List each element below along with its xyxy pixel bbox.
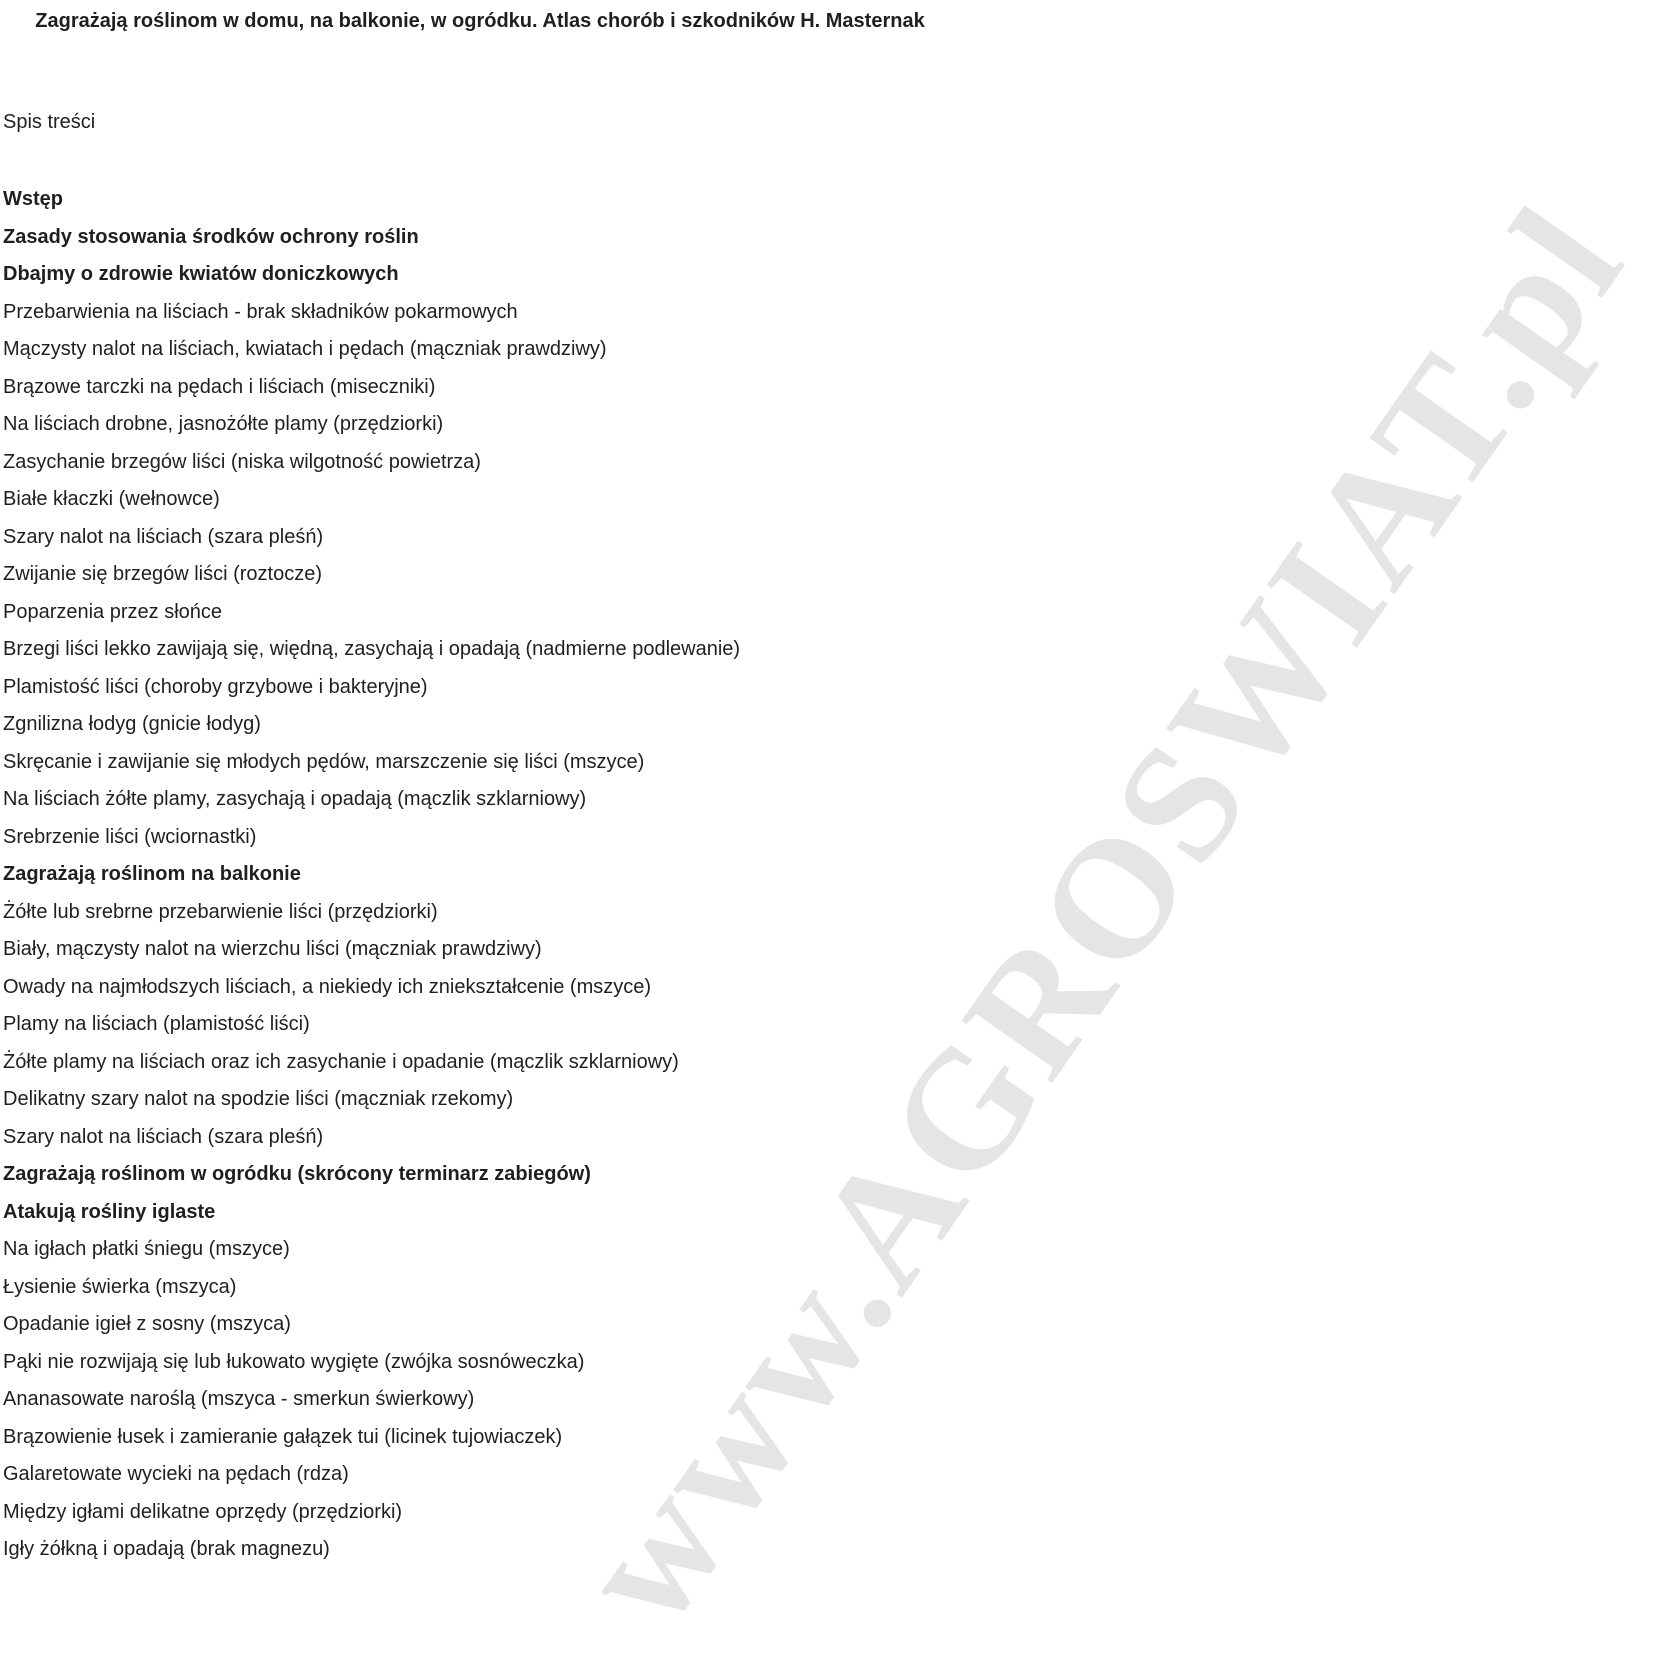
toc-item: Plamy na liściach (plamistość liści) <box>3 1013 310 1035</box>
toc-item: Mączysty nalot na liściach, kwiatach i pędach (mączniak prawdziwy) <box>3 338 607 360</box>
toc-item: Galaretowate wycieki na pędach (rdza) <box>3 1463 349 1485</box>
toc-section-heading: Zagrażają roślinom na balkonie <box>3 863 301 885</box>
toc-item: Srebrzenie liści (wciornastki) <box>3 825 257 848</box>
document-title: Zagrażają roślinom w domu, na balkonie, w ogródku. Atlas chorób i szkodników H. Masternak <box>35 10 925 32</box>
toc-item: Zwijanie się brzegów liści (roztocze) <box>3 563 322 585</box>
toc-item: Plamistość liści (choroby grzybowe i bakteryjne) <box>3 675 428 698</box>
toc-item: Szary nalot na liściach (szara pleśń) <box>3 525 324 548</box>
toc-item: Szary nalot na liściach (szara pleśń) <box>3 1125 324 1148</box>
toc-list <box>3 181 953 1569</box>
toc-section-heading: Dbajmy o zdrowie kwiatów doniczkowych <box>3 263 399 285</box>
watermark: www.AGROSWIAT.pl <box>542 173 1660 1659</box>
toc-item: Owady na najmłodszych liściach, a niekiedy ich zniekształcenie (mszyce) <box>3 975 652 998</box>
toc-item: Brązowienie łusek i zamieranie gałązek tui (licinek tujowiaczek) <box>3 1425 563 1448</box>
toc-section-heading: Wstęp <box>3 188 63 210</box>
toc-heading: Spis treści <box>3 111 96 133</box>
toc-item: Łysienie świerka (mszyca) <box>3 1275 237 1298</box>
toc-item: Żółte plamy na liściach oraz ich zasychanie i opadanie (mączlik szklarniowy) <box>3 1050 679 1073</box>
toc-item: Przebarwienia na liściach - brak składników pokarmowych <box>3 300 518 323</box>
toc-item: Ananasowate naroślą (mszyca - smerkun świerkowy) <box>3 1388 475 1410</box>
toc-item: Delikatny szary nalot na spodzie liści (mączniak rzekomy) <box>3 1088 514 1110</box>
toc-item: Zgnilizna łodyg (gnicie łodyg) <box>3 713 261 735</box>
toc-item: Biały, mączysty nalot na wierzchu liści (mączniak prawdziwy) <box>3 938 542 960</box>
toc-item: Na liściach drobne, jasnożółte plamy (przędziorki) <box>3 413 444 435</box>
toc-item: Pąki nie rozwijają się lub łukowato wygięte (zwójka sosnóweczka) <box>3 1350 585 1373</box>
toc-item: Między igłami delikatne oprzędy (przędziorki) <box>3 1500 403 1523</box>
toc-item: Żółte lub srebrne przebarwienie liści (przędziorki) <box>3 900 438 923</box>
toc-item: Igły żółkną i opadają (brak magnezu) <box>3 1538 330 1560</box>
toc-section-heading: Atakują rośliny iglaste <box>3 1200 216 1223</box>
toc-item: Brzegi liści lekko zawijają się, więdną, zasychają i opadają (nadmierne podlewanie) <box>3 638 741 660</box>
toc-item: Brązowe tarczki na pędach i liściach (miseczniki) <box>3 375 436 398</box>
toc-item: Poparzenia przez słońce <box>3 600 223 623</box>
toc-item: Na liściach żółte plamy, zasychają i opadają (mączlik szklarniowy) <box>3 788 587 810</box>
toc-item: Skręcanie i zawijanie się młodych pędów, marszczenie się liści (mszyce) <box>3 750 645 773</box>
toc-item: Zasychanie brzegów liści (niska wilgotność powietrza) <box>3 450 481 473</box>
toc-section-heading: Zagrażają roślinom w ogródku (skrócony terminarz zabiegów) <box>3 1163 591 1185</box>
toc-item: Białe kłaczki (wełnowce) <box>3 488 220 510</box>
toc-item: Opadanie igieł z sosny (mszyca) <box>3 1313 291 1335</box>
toc-item: Na igłach płatki śniegu (mszyce) <box>3 1238 290 1260</box>
toc-section-heading: Zasady stosowania środków ochrony roślin <box>3 225 419 248</box>
